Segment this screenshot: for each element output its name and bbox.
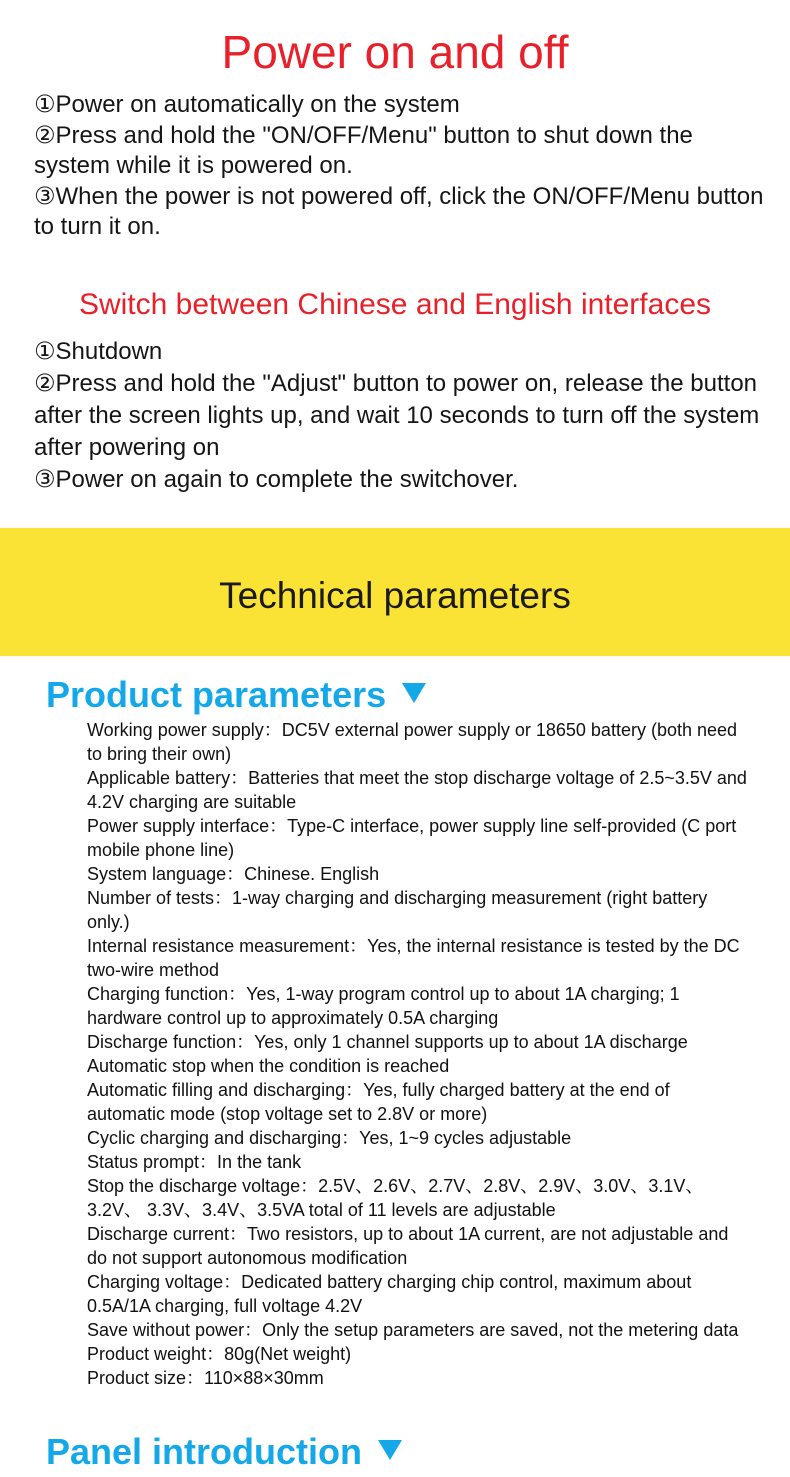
list-item: Charging function：Yes, 1-way program control up to about 1A charging; 1 hardware control up to approximately 0.5A charging [87,984,680,1028]
switch-step-2: ②Press and hold the "Adjust" button to power on, release the button after the screen lights up, and wait 10 seconds to turn off the system after powering on [34,370,760,461]
list-item: System language：Chinese. English [87,864,380,884]
list-item: Save without power：Only the setup parameters are saved, not the metering data [87,1320,739,1340]
power-step-3: ③When the power is not powered off, click the ON/OFF/Menu button to turn it on. [34,182,764,240]
list-item: Internal resistance measurement：Yes, the internal resistance is tested by the DC two-wire method [87,936,740,980]
power-title: Power on and off [221,26,569,78]
power-instructions [34,90,764,243]
panel-introduction-label: Panel introduction [46,1431,363,1472]
switch-language-title: Switch between Chinese and English interfaces [78,288,712,321]
panel-introduction-heading [46,1430,402,1474]
switch-instructions [34,336,764,496]
power-step-1: ①Power on automatically on the system [34,91,460,118]
list-item: Product weight：80g(Net weight) [87,1344,352,1364]
switch-step-3: ③Power on again to complete the switchover. [34,466,519,493]
list-item: Automatic filling and discharging：Yes, fully charged battery at the end of automatic mode (stop voltage set to 2.8V or more) [87,1080,670,1124]
list-item: Working power supply：DC5V external power supply or 18650 battery (both need to bring their own) [87,720,738,764]
list-item: Stop the discharge voltage：2.5V、2.6V、2.7V、2.8V、2.9V、3.0V、3.1V、3.2V、 3.3V、3.4V、3.5VA total of 11 levels are adjustable [87,1176,704,1220]
list-item: Number of tests：1-way charging and discharging measurement (right battery only.) [87,888,708,932]
technical-parameters-banner [0,528,790,656]
list-item: Product size：110×88×30mm [87,1368,324,1388]
product-parameters-label: Product parameters [46,674,387,715]
list-item: Power supply interface：Type-C interface, power supply line self-provided (C port mobile phone line) [87,816,737,860]
triangle-down-icon [402,683,426,703]
list-item: Charging voltage：Dedicated battery charging chip control, maximum about 0.5A/1A charging, full voltage 4.2V [87,1272,692,1316]
product-parameters-heading [46,673,426,717]
power-step-2: ②Press and hold the "ON/OFF/Menu" button to shut down the system while it is powered on. [34,121,693,179]
list-item: Status prompt：In the tank [87,1152,302,1172]
switch-step-1: ①Shutdown [34,338,163,365]
product-parameters-list [87,718,747,1390]
list-item: Discharge function：Yes, only 1 channel supports up to about 1A discharge Automatic stop when the condition is reached [87,1032,688,1076]
technical-parameters-title: Technical parameters [219,575,571,616]
triangle-down-icon [378,1440,402,1460]
list-item: Discharge current：Two resistors, up to about 1A current, are not adjustable and do not support autonomous modification [87,1224,729,1268]
list-item: Cyclic charging and discharging：Yes, 1~9 cycles adjustable [87,1128,572,1148]
list-item: Applicable battery：Batteries that meet the stop discharge voltage of 2.5~3.5V and 4.2V charging are suitable [87,768,747,812]
